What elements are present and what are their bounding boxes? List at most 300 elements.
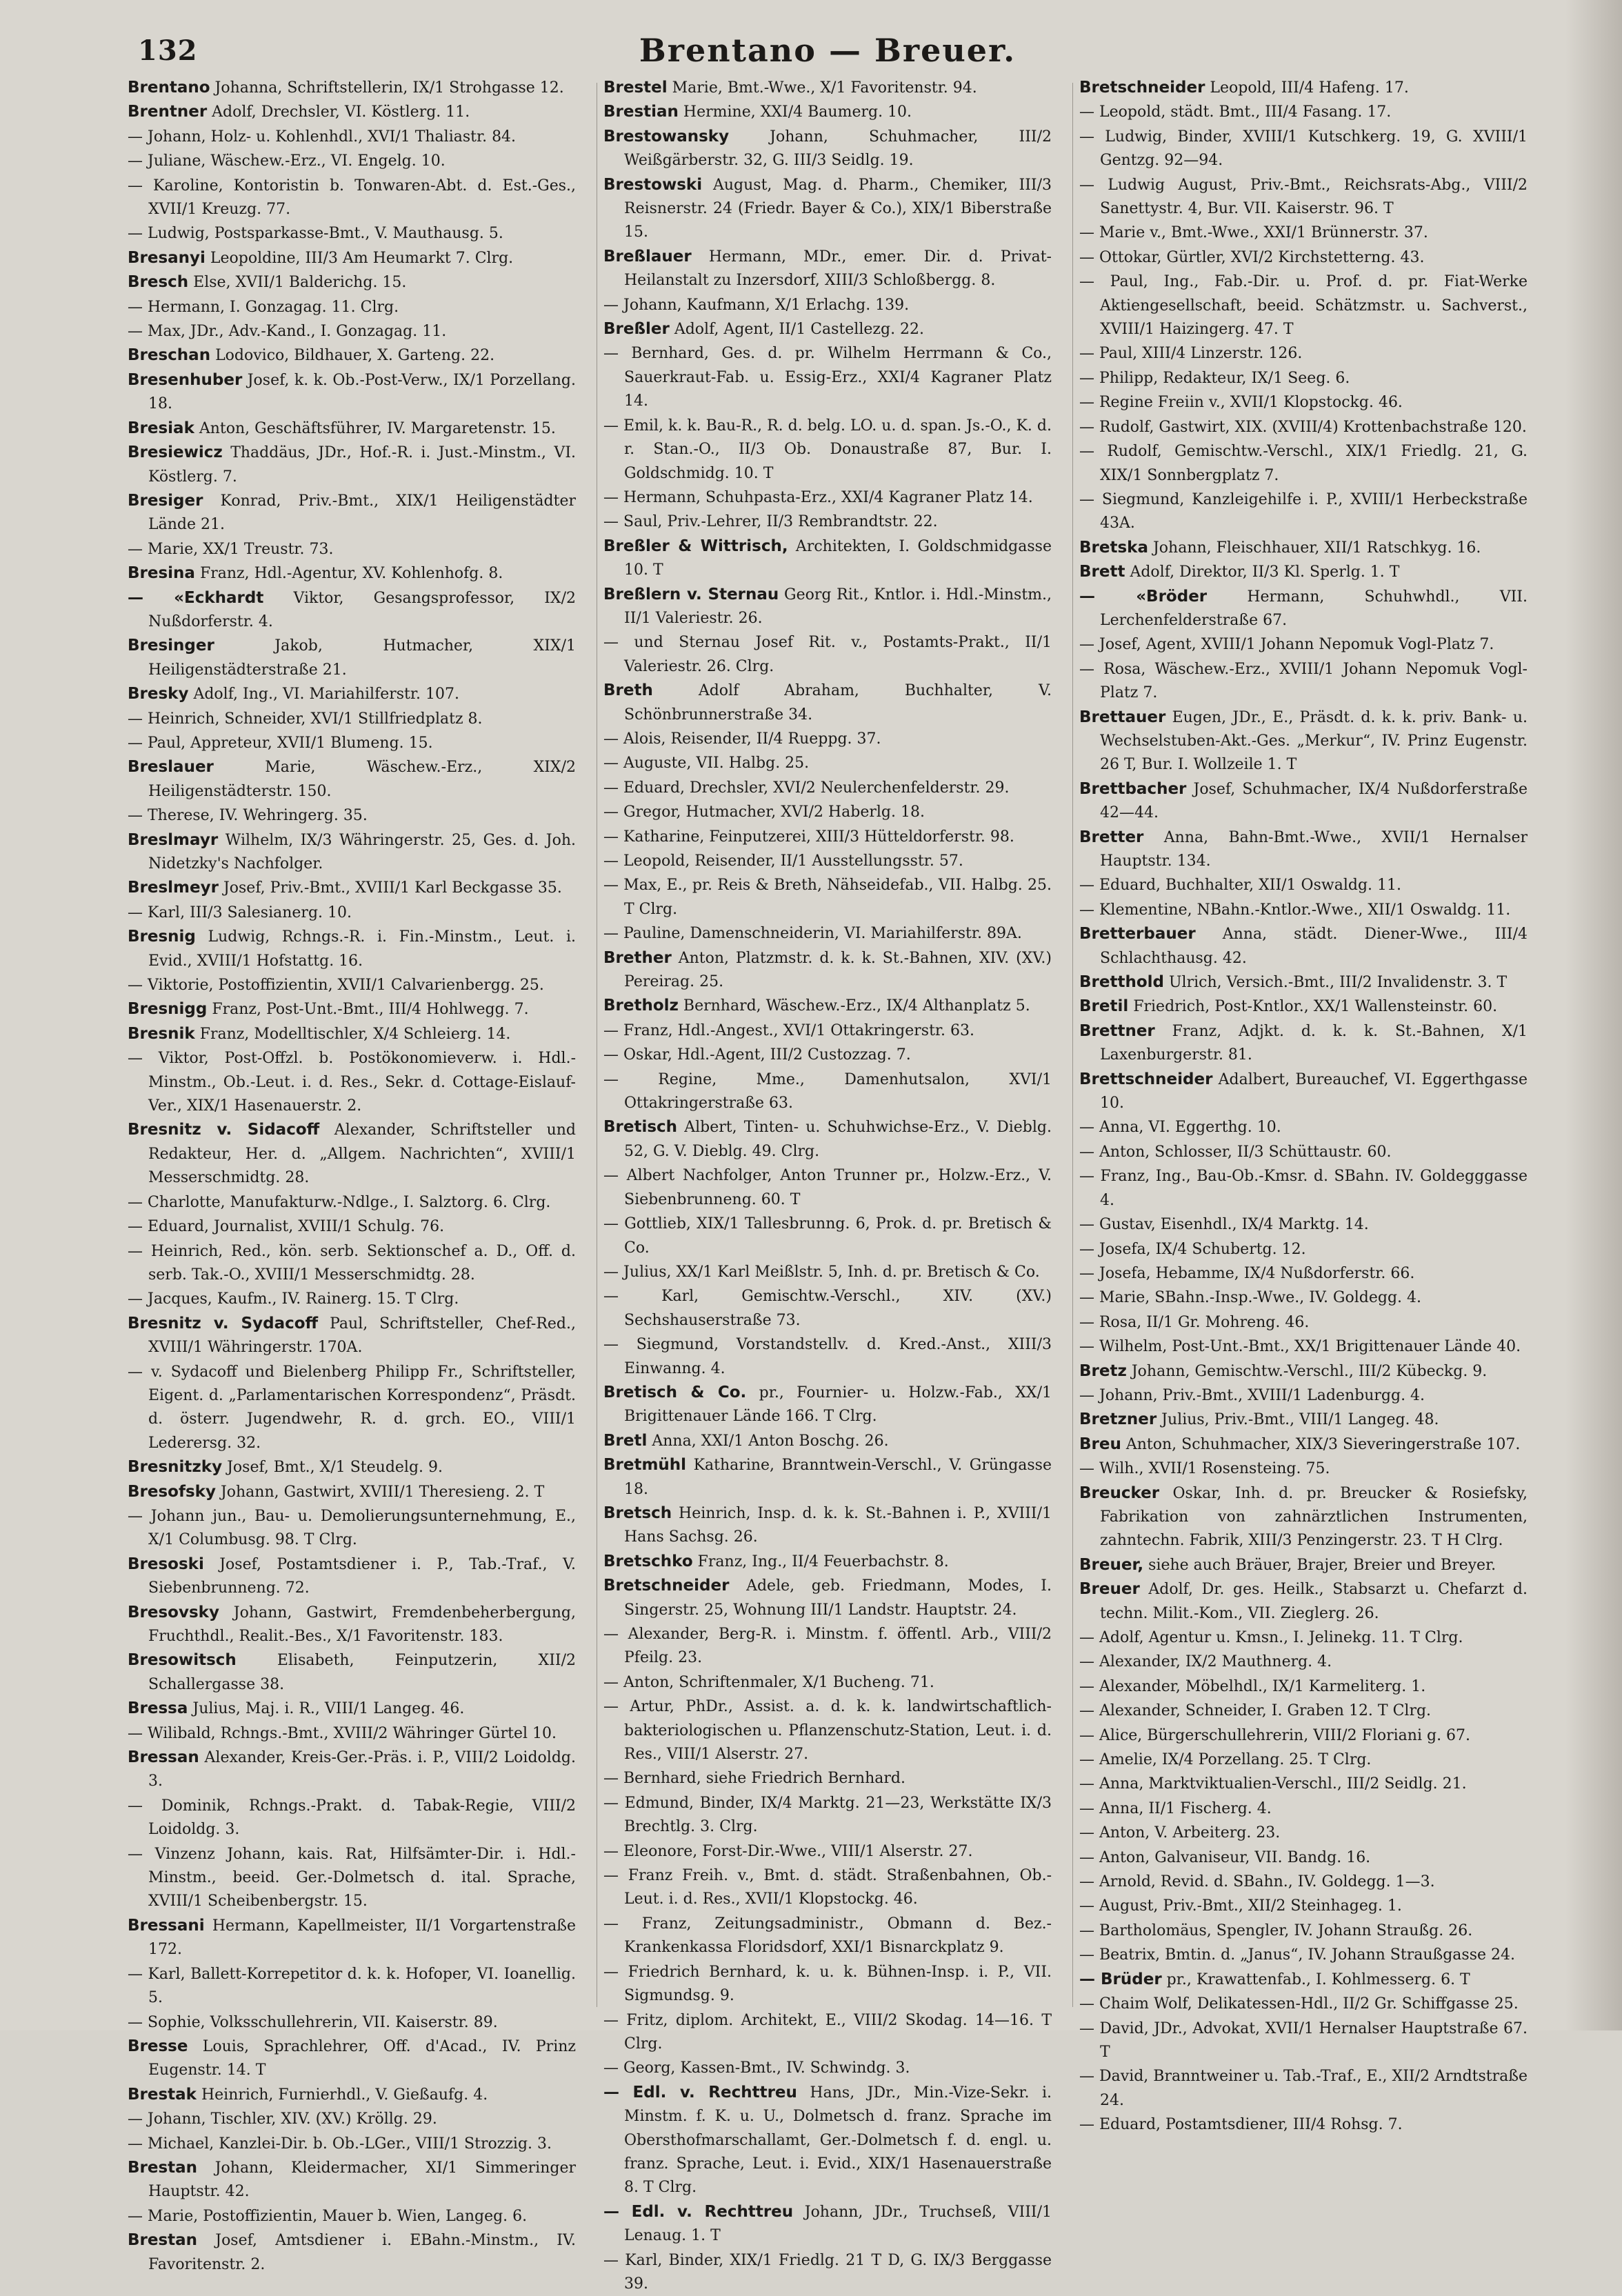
directory-entry — [1079, 415, 1528, 439]
directory-entry — [128, 1746, 576, 1794]
directory-entry — [1079, 1870, 1528, 1894]
entry-text: Franz, Adjkt. d. k. k. St.-Bahnen, X/1 Laxenburgerstr. 81. — [1100, 1022, 1528, 1064]
entry-name: Bresanyi — [128, 248, 206, 267]
directory-entry — [1079, 1894, 1528, 1918]
directory-entry — [128, 755, 576, 803]
entry-text: — Ottokar, Gürtler, XVI/2 Kirchstetterng. 43. — [1079, 248, 1425, 266]
entry-text: — Marie, SBahn.-Insp.-Wwe., IV. Goldegg. 4. — [1079, 1289, 1422, 1307]
entry-text: Josef, Postamtsdiener i. P., Tab.-Traf., V. Siebenbrunneng. 72. — [148, 1555, 576, 1597]
directory-entry — [603, 1622, 1052, 1670]
directory-entry — [1079, 1797, 1528, 1821]
entry-text: — Rosa, II/1 Gr. Mohreng. 46. — [1079, 1313, 1310, 1331]
entry-name: Breu — [1079, 1435, 1121, 1453]
directory-entry — [128, 174, 576, 222]
directory-entry — [128, 925, 576, 973]
directory-entry — [128, 1553, 576, 1601]
directory-entry — [603, 2081, 1052, 2200]
entry-text: Georg Rit., Kntlor. i. Hdl.-Minstm., II/1 Valeriestr. 26. — [624, 586, 1052, 627]
entry-name: Breßler — [603, 320, 670, 339]
entry-name: Bretisch & Co. — [603, 1383, 747, 1401]
entry-text: — Edmund, Binder, IX/4 Marktg. 21—23, Werkstätte IX/3 Brechtlg. 3. Clrg. — [603, 1794, 1052, 1836]
entry-text: — Karl, Binder, XIX/1 Friedlg. 21 T D, G. IX/3 Berggasse 39. — [603, 2251, 1052, 2293]
entry-text: — Eduard, Postamtsdiener, III/4 Rohsg. 7. — [1079, 2116, 1403, 2134]
entry-text: — Fritz, diplom. Architekt, E., VIII/2 Skodag. 14—16. T Clrg. — [603, 2011, 1052, 2053]
entry-text: — Josef, Agent, XVIII/1 Johann Nepomuk Vogl-Platz 7. — [1079, 636, 1494, 654]
entry-text: Johann, Kleidermacher, XI/1 Simmeringer Hauptstr. 42. — [148, 2159, 576, 2201]
entry-text: — Heinrich, Red., kön. serb. Sektionschef a. D., Off. d. serb. Tak.-O., XVIII/1 Messerschmidtg. 28. — [128, 1242, 576, 1284]
entry-text: — Emil, k. k. Bau-R., R. d. belg. LO. u. d. span. Js.-O., K. d. r. Stan.-O., II/3 Ob. Donaustraße 87, Bur. I. Goldschmidg. 10. T — [603, 417, 1052, 482]
directory-entry — [128, 1312, 576, 1360]
entry-name: Bresnig — [128, 928, 196, 946]
entry-text: — Ludwig, Postsparkasse-Bmt., V. Mauthausg. 5. — [128, 225, 503, 243]
entry-name: Bressa — [128, 1699, 188, 1718]
entry-text: Josef, Amtsdiener i. EBahn.-Minstm., IV. Favoritenstr. 2. — [148, 2232, 576, 2273]
entry-text: — Bernhard, siehe Friedrich Bernhard. — [603, 1770, 905, 1788]
directory-entry — [1079, 1457, 1528, 1481]
entry-text: — Wilhelm, Post-Unt.-Bmt., XX/1 Brigittenauer Lände 40. — [1079, 1338, 1521, 1356]
entry-text: — Alexander, Möbelhdl., IX/1 Karmeliterg. 1. — [1079, 1677, 1426, 1695]
directory-entry — [128, 2228, 576, 2277]
entry-text: — Franz, Zeitungsadministr., Obmann d. Bez.-Krankenkassa Floridsdorf, XXI/1 Bisnarckplatz 9. — [603, 1915, 1052, 1957]
directory-entry — [603, 1453, 1052, 1501]
directory-entry — [1079, 1212, 1528, 1237]
entry-name: Bresofsky — [128, 1482, 216, 1501]
directory-entry — [128, 1914, 576, 1962]
entry-name: Bresinger — [128, 637, 214, 655]
entry-name: Bresnitz v. Sydacoff — [128, 1314, 319, 1332]
entry-text: — Alois, Reisender, II/4 Rueppg. 37. — [603, 730, 881, 748]
entry-text: — Leopold, städt. Bmt., III/4 Fasang. 17. — [1079, 103, 1392, 121]
entry-name: Brettbacher — [1079, 779, 1187, 798]
entry-text: pr., Krawattenfab., I. Kohlmesserg. 6. T — [1161, 1970, 1470, 1988]
entry-text: — Paul, Appreteur, XVII/1 Blumeng. 15. — [128, 734, 433, 752]
entry-text: Alexander, Schriftsteller und Redakteur, Her. d. „Allgem. Nachrichten“, XVIII/1 Messerschmidtg. 28. — [148, 1121, 576, 1187]
directory-entry — [128, 295, 576, 319]
directory-entry — [1079, 1626, 1528, 1650]
directory-entry — [603, 776, 1052, 800]
directory-entry — [1079, 1286, 1528, 1310]
entry-text: Franz, Hdl.-Agentur, XV. Kohlenhofg. 8. — [194, 565, 503, 583]
directory-entry — [128, 1721, 576, 1746]
directory-entry — [1079, 1140, 1528, 1164]
directory-entry — [128, 2010, 576, 2035]
directory-entry — [1079, 366, 1528, 390]
directory-entry — [603, 2056, 1052, 2080]
entry-text: — Pauline, Damenschneiderin, VI. Mariahilferstr. 89A. — [603, 925, 1022, 943]
directory-entry — [128, 1190, 576, 1215]
entry-text: Marie, Bmt.-Wwe., X/1 Favoritenstr. 94. — [667, 79, 977, 97]
entry-text: — Paul, XIII/4 Linzerstr. 126. — [1079, 345, 1303, 363]
directory-entry — [603, 1212, 1052, 1260]
directory-entry — [128, 1287, 576, 1311]
entry-name: Bresenhuber — [128, 370, 243, 389]
entry-text: Heinrich, Insp. d. k. k. St.-Bahnen i. P., XVIII/1 Hans Sachsg. 26. — [624, 1504, 1052, 1546]
entry-text: Johann, Gemischtw.-Verschl., III/2 Kübeckg. 9. — [1126, 1362, 1488, 1380]
directory-entry — [1079, 560, 1528, 584]
entry-name: Bretschneider — [603, 1577, 730, 1595]
directory-entry — [603, 727, 1052, 751]
entry-name: Bretsch — [603, 1504, 672, 1522]
directory-entry — [128, 997, 576, 1021]
directory-entry — [128, 803, 576, 828]
entry-text: — Beatrix, Bmtin. d. „Janus“, IV. Johann Straußgasse 24. — [1079, 1946, 1515, 1964]
entry-text: — Arnold, Revid. d. SBahn., IV. Goldegg. 1—3. — [1079, 1873, 1435, 1891]
directory-entry — [128, 2107, 576, 2131]
directory-entry — [1079, 173, 1528, 221]
directory-entry — [128, 876, 576, 900]
directory-entry — [603, 1912, 1052, 1960]
entry-text: Anton, Platzmstr. d. k. k. St.-Bahnen, XIV. (XV.) Pereirag. 25. — [624, 949, 1052, 991]
entry-text: — Gottlieb, XIX/1 Tallesbrunng. 6, Prok. d. pr. Bretisch & Co. — [603, 1215, 1052, 1257]
directory-entry — [1079, 1359, 1528, 1384]
directory-entry — [1079, 1384, 1528, 1408]
entry-text: — Marie, XX/1 Treustr. 73. — [128, 540, 334, 558]
entry-text: Adolf, Dr. ges. Heilk., Stabsarzt u. Chefarzt d. techn. Milit.-Kom., VII. Zieglerg. 26. — [1100, 1581, 1528, 1622]
entry-name: Brestowski — [603, 175, 703, 194]
entry-text: — Philipp, Redakteur, IX/1 Seeg. 6. — [1079, 369, 1350, 387]
entry-text: — Karl, III/3 Salesianerg. 10. — [128, 904, 352, 921]
entry-text: — Saul, Priv.-Lehrer, II/3 Rembrandtstr. 22. — [603, 513, 938, 531]
directory-entry — [1079, 706, 1528, 777]
directory-entry — [128, 1022, 576, 1046]
entry-text: Hermine, XXI/4 Baumerg. 10. — [678, 103, 912, 121]
entry-text: Adolf, Ing., VI. Mariahilferstr. 107. — [188, 686, 459, 703]
entry-text: — Eleonore, Forst-Dir.-Wwe., VIII/1 Alserstr. 27. — [603, 1842, 973, 1860]
entry-name: Brentner — [128, 103, 208, 121]
directory-entry — [1079, 2064, 1528, 2113]
entry-text: — Josefa, IX/4 Schubertg. 12. — [1079, 1240, 1306, 1258]
directory-entry — [1079, 1748, 1528, 1772]
entry-text: Franz, Modelltischler, X/4 Schleierg. 14. — [194, 1025, 511, 1043]
entry-text: — Anna, II/1 Fischerg. 4. — [1079, 1799, 1272, 1817]
entry-text: — Regine, Mme., Damenhutsalon, XVI/1 Ottakringerstraße 63. — [603, 1070, 1052, 1112]
entry-text: Albert, Tinten- u. Schuhwichse-Erz., V. Dieblg. 52, G. V. Dieblg. 49. Clrg. — [624, 1119, 1052, 1160]
entry-text: — v. Sydacoff und Bielenberg Philipp Fr., Schriftsteller, Eigent. d. „Parlamentarischen Korrespondenz“, Präsdt. d. österr. Jugendwehr, R. d. grch. EO., VIII/1 Lederersg. 32. — [128, 1363, 576, 1452]
directory-entry — [1079, 536, 1528, 560]
entry-name: Bretil — [1079, 997, 1129, 1016]
directory-entry — [128, 246, 576, 270]
directory-entry — [1079, 1821, 1528, 1845]
directory-entry — [1079, 1261, 1528, 1286]
directory-entry — [128, 537, 576, 561]
directory-entry — [603, 1550, 1052, 1574]
directory-entry — [603, 1332, 1052, 1381]
directory-entry — [128, 707, 576, 731]
entry-name: Brestak — [128, 2085, 197, 2104]
entry-text: — und Sternau Josef Rit. v., Postamts-Prakt., II/1 Valeriestr. 26. Clrg. — [603, 634, 1052, 675]
directory-entry — [603, 1043, 1052, 1067]
entry-text: — Oskar, Hdl.-Agent, III/2 Custozzag. 7. — [603, 1046, 911, 1064]
entry-name: Bresnik — [128, 1024, 195, 1043]
entry-text: — Franz, Hdl.-Angest., XVI/1 Ottakringerstr. 63. — [603, 1021, 974, 1039]
directory-entry — [603, 414, 1052, 486]
entry-text: Johann, JDr., Truchseß, VIII/1 Lenaug. 1. T — [624, 2203, 1052, 2245]
entry-text: Adalbert, Bureauchef, VI. Eggerthgasse 10. — [1100, 1070, 1528, 1112]
directory-entry — [603, 1864, 1052, 1912]
running-head: Brentano — Breuer. — [639, 32, 1017, 69]
entry-text: Elisabeth, Feinputzerin, XII/2 Schallergasse 38. — [148, 1652, 576, 1693]
entry-text: Katharine, Branntwein-Verschl., V. Grüngasse 18. — [624, 1457, 1052, 1498]
entry-text: — Siegmund, Vorstandstellv. d. Kred.-Anst., XIII/3 Einwanng. 4. — [603, 1336, 1052, 1377]
entry-text: Oskar, Inh. d. pr. Breucker & Rosiefsky, Fabrikation von zahnärztlichen Instrumenten, zahntechn. Fabrik, XIII/3 Penzingerstr. 23. T H Clrg. — [1100, 1484, 1528, 1550]
directory-entry — [1079, 922, 1528, 970]
directory-entry — [128, 417, 576, 441]
directory-entry — [128, 2156, 576, 2204]
directory-entry — [1079, 1432, 1528, 1457]
entry-name: Bretter — [1079, 828, 1144, 846]
directory-entry — [603, 317, 1052, 341]
entry-text: — Franz, Ing., Bau-Ob.-Kmsr. d. SBahn. IV. Goldegggasse 4. — [1079, 1168, 1528, 1209]
directory-entry — [603, 1766, 1052, 1790]
entry-name: Bretl — [603, 1431, 648, 1450]
entry-text: Hans, JDr., Min.-Vize-Sekr. i. Minstm. f. K. u. U., Dolmetsch d. franz. Sprache im Obersthofmarschallamt, Ger.-Dolmetsch f. d. engl. u. franz. Sprache, Leut. i. Evid., XIX/1 Hasenauerstraße 8. T Clrg. — [624, 2084, 1052, 2197]
directory-entry — [128, 76, 576, 100]
directory-entry — [1079, 125, 1528, 173]
entry-text: — Bernhard, Ges. d. pr. Wilhelm Herrmann & Co., Sauerkraut-Fab. u. Essig-Erz., XXI/4 Kagraner Platz 14. — [603, 345, 1052, 410]
entry-text: Anton, Geschäftsführer, IV. Margaretenstr. 15. — [194, 419, 556, 437]
entry-text: Bernhard, Wäschew.-Erz., IX/4 Althanplatz 5. — [678, 997, 1030, 1015]
directory-entry — [1079, 270, 1528, 341]
entry-text: Josef, k. k. Ob.-Post-Verw., IX/1 Porzellang. 18. — [148, 371, 576, 413]
entry-text: — Katharine, Feinputzerei, XIII/3 Hütteldorferstr. 98. — [603, 828, 1014, 846]
directory-entry — [603, 1381, 1052, 1429]
directory-entry — [603, 921, 1052, 946]
entry-name: Brettner — [1079, 1021, 1155, 1040]
entry-text: — Adolf, Agentur u. Kmsn., I. Jelinekg. 11. T Clrg. — [1079, 1629, 1463, 1646]
directory-entry — [1079, 1115, 1528, 1139]
entry-text: — Auguste, VII. Halbg. 25. — [603, 755, 810, 772]
entry-text: Else, XVII/1 Balderichg. 15. — [188, 274, 407, 292]
entry-text: Leopold, III/4 Hafeng. 17. — [1205, 79, 1409, 97]
entry-text: Hermann, Schuhwhdl., VII. Lerchenfelderstraße 67. — [1100, 588, 1528, 629]
entry-text: Friedrich, Post-Kntlor., XX/1 Wallensteinstr. 60. — [1128, 998, 1498, 1016]
entry-text: Marie, Wäschew.-Erz., XIX/2 Heiligenstädterstr. 150. — [148, 759, 576, 800]
entry-name: Bretthold — [1079, 973, 1164, 992]
directory-entry — [1079, 995, 1528, 1019]
directory-entry — [128, 441, 576, 489]
directory-entry — [128, 343, 576, 368]
entry-text: Adolf, Agent, II/1 Castellezg. 22. — [669, 321, 925, 339]
entry-text: — Juliane, Wäschew.-Erz., VI. Engelg. 10. — [128, 152, 445, 170]
directory-entry — [128, 1046, 576, 1118]
directory-entry — [1079, 970, 1528, 995]
directory-entry — [603, 510, 1052, 534]
directory-entry — [603, 1574, 1052, 1622]
entry-text: — Dominik, Rchngs.-Prakt. d. Tabak-Regie, VIII/2 Loidoldg. 3. — [128, 1797, 576, 1839]
directory-entry — [603, 535, 1052, 583]
directory-entry — [128, 1648, 576, 1697]
directory-entry — [1079, 873, 1528, 897]
page-header — [138, 29, 1517, 77]
entry-text: Anna, städt. Diener-Wwe., III/4 Schlachthausg. 42. — [1100, 926, 1528, 967]
entry-text: — Max, E., pr. Reis & Breth, Nähseidefab., VII. Halbg. 25. T Clrg. — [603, 877, 1052, 918]
directory-entry — [1079, 1553, 1528, 1577]
directory-entry — [603, 825, 1052, 849]
column-divider — [1072, 83, 1073, 2007]
directory-entry — [1079, 1408, 1528, 1432]
directory-entry — [128, 2035, 576, 2083]
entry-text: — Heinrich, Schneider, XVI/1 Stillfriedplatz 8. — [128, 710, 483, 728]
directory-entry — [603, 245, 1052, 293]
entry-text: — Klementine, NBahn.-Kntlor.-Wwe., XII/1 Oswaldg. 11. — [1079, 901, 1511, 919]
entry-name: Brestan — [128, 2158, 198, 2177]
directory-entry — [603, 100, 1052, 124]
directory-entry — [1079, 76, 1528, 100]
entry-text: — Siegmund, Kanzleigehilfe i. P., XVIII/1 Herbeckstraße 43A. — [1079, 490, 1528, 532]
entry-name: Bresky — [128, 685, 189, 703]
entry-text: — Johann, Holz- u. Kohlenhdl., XVI/1 Thaliastr. 84. — [128, 128, 517, 146]
entry-text: — Rudolf, Gemischtw.-Verschl., XIX/1 Friedlg. 21, G. XIX/1 Sonnbergplatz 7. — [1079, 443, 1528, 484]
entry-text: — Viktorie, Postoffizientin, XVII/1 Calvarienbergg. 25. — [128, 977, 544, 995]
entry-name: Breucker — [1079, 1484, 1160, 1502]
directory-entry — [1079, 488, 1528, 536]
entry-text: — Vinzenz Johann, kais. Rat, Hilfsämter-Dir. i. Hdl.-Minstm., beeid. Ger.-Dolmetsch d. ital. Sprache, XVIII/1 Scheibenbergstr. 15. — [128, 1845, 576, 1910]
entry-text: — Hermann, Schuhpasta-Erz., XXI/4 Kagraner Platz 14. — [603, 488, 1033, 506]
entry-text: — Karoline, Kontoristin b. Tonwaren-Abt. d. Est.-Ges., XVII/1 Kreuzg. 77. — [128, 177, 576, 219]
entry-text: Viktor, Gesangsprofessor, IX/2 Nußdorferstr. 4. — [148, 589, 576, 630]
entry-text: Johann, Gastwirt, Fremdenbeherbergung, Fruchthdl., Realit.-Bes., X/1 Favoritenstr. 183. — [148, 1604, 576, 1645]
entry-text: — Alexander, Berg-R. i. Minstm. f. öffentl. Arb., VIII/2 Pfeilg. 23. — [603, 1626, 1052, 1667]
entry-text: Johanna, Schriftstellerin, IX/1 Strohgasse 12. — [210, 79, 564, 97]
entry-name: Bresnitz v. Sidacoff — [128, 1121, 320, 1139]
entry-name: Bretisch — [603, 1118, 678, 1137]
entry-text: — August, Priv.-Bmt., XII/2 Steinhageg. 1. — [1079, 1897, 1402, 1915]
entry-text: — Chaim Wolf, Delikatessen-Hdl., II/2 Gr. Schiffgasse 25. — [1079, 1995, 1519, 2013]
entry-text: — Rosa, Wäschew.-Erz., XVIII/1 Johann Nepomuk Vogl-Platz 7. — [1079, 660, 1528, 702]
directory-entry — [128, 2083, 576, 2107]
directory-entry — [128, 2132, 576, 2156]
entry-text: August, Mag. d. Pharm., Chemiker, III/3 Reisnerstr. 24 (Friedr. Bayer & Co.), XIX/1 Biberstraße 15. — [624, 176, 1052, 241]
directory-entry — [1079, 1164, 1528, 1212]
entry-text: — Franz Freih. v., Bmt. d. städt. Straßenbahnen, Ob.-Leut. i. d. Res., XVII/1 Klopstockg. 46. — [603, 1867, 1052, 1908]
entry-text: Johann, Fleischhauer, XII/1 Ratschkyg. 16. — [1148, 539, 1481, 557]
directory-entry — [603, 486, 1052, 510]
entry-text: — Anna, Marktviktualien-Verschl., III/2 Seidlg. 21. — [1079, 1775, 1467, 1793]
directory-entry — [128, 1962, 576, 2010]
entry-text: — Marie v., Bmt.-Wwe., XXI/1 Brünnerstr. 37. — [1079, 224, 1428, 242]
entry-name: Brestowansky — [603, 127, 730, 146]
entry-text: Franz, Ing., II/4 Feuerbachstr. 8. — [692, 1553, 949, 1570]
entry-text: — Gregor, Hutmacher, XVI/2 Haberlg. 18. — [603, 803, 925, 821]
entry-name: Breßlern v. Sternau — [603, 585, 779, 603]
entry-text: — Alexander, IX/2 Mauthnerg. 4. — [1079, 1653, 1332, 1671]
directory-entry — [603, 994, 1052, 1018]
entry-text: — Georg, Kassen-Bmt., IV. Schwindg. 3. — [603, 2059, 910, 2077]
directory-entry — [1079, 1675, 1528, 1699]
directory-entry — [1079, 1310, 1528, 1335]
entry-text: — David, JDr., Advokat, XVII/1 Hernalser Hauptstraße 67. T — [1079, 2019, 1528, 2061]
entry-text: Leopoldine, III/3 Am Heumarkt 7. Clrg. — [205, 249, 514, 267]
directory-entry — [128, 1697, 576, 1721]
entry-name: Bressani — [128, 1916, 205, 1935]
directory-entry — [603, 125, 1052, 173]
entry-text: Paul, Schriftsteller, Chef-Red., XVIII/1 Währingerstr. 170A. — [148, 1315, 577, 1357]
directory-entry — [128, 125, 576, 149]
entry-name: Breuer — [1079, 1580, 1140, 1599]
directory-entry — [128, 1118, 576, 1190]
entry-text: Anna, XXI/1 Anton Boschg. 26. — [647, 1432, 889, 1450]
entry-name: Brestel — [603, 79, 668, 97]
entry-text: Architekten, I. Goldschmidgasse 10. T — [624, 537, 1052, 579]
entry-text: Adolf, Direktor, II/3 Kl. Sperlg. 1. T — [1125, 563, 1400, 581]
directory-entry — [1079, 777, 1528, 826]
entry-text: Julius, Priv.-Bmt., VIII/1 Langeg. 48. — [1157, 1411, 1439, 1429]
entry-text: Konrad, Priv.-Bmt., XIX/1 Heiligenstädter Lände 21. — [148, 492, 576, 534]
column-1 — [128, 76, 577, 2273]
entry-name: — Brüder — [1079, 1970, 1162, 1988]
entry-text: — Johann, Priv.-Bmt., XVIII/1 Ladenburgg. 4. — [1079, 1386, 1425, 1404]
directory-entry — [1079, 657, 1528, 706]
entry-text: — Josefa, Hebamme, IX/4 Nußdorferstr. 66. — [1079, 1264, 1415, 1282]
directory-entry — [1079, 826, 1528, 874]
entry-text: — Johann, Kaufmann, X/1 Erlachg. 139. — [603, 296, 910, 314]
entry-name: Breßler & Wittrisch, — [603, 537, 788, 555]
entry-text: Julius, Maj. i. R., VIII/1 Langeg. 46. — [188, 1700, 465, 1718]
directory-entry — [1079, 246, 1528, 270]
directory-entry — [603, 1695, 1052, 1766]
directory-entry — [603, 1429, 1052, 1453]
entry-name: Brettauer — [1079, 708, 1166, 726]
directory-entry — [1079, 898, 1528, 922]
directory-entry — [128, 368, 576, 417]
entry-text: — Wilibald, Rchngs.-Bmt., XVIII/2 Währinger Gürtel 10. — [128, 1724, 557, 1742]
entry-text: Josef, Bmt., X/1 Steudelg. 9. — [222, 1459, 443, 1477]
directory-entry — [603, 583, 1052, 631]
entry-name: Bretmühl — [603, 1456, 687, 1475]
entry-text: Adele, geb. Friedmann, Modes, I. Singerstr. 25, Wohnung III/1 Landstr. Hauptstr. 24. — [624, 1577, 1052, 1619]
entry-text: — Julius, XX/1 Karl Meißlstr. 5, Inh. d. pr. Bretisch & Co. — [603, 1263, 1040, 1281]
entry-text: Josef, Priv.-Bmt., XVIII/1 Karl Beckgasse 35. — [218, 879, 562, 897]
entry-text: — Karl, Ballett-Korrepetitor d. k. k. Hofoper, VI. Ioanellig. 5. — [128, 1965, 576, 2007]
directory-entry — [128, 973, 576, 997]
directory-entry — [1079, 585, 1528, 633]
entry-name: Bretholz — [603, 997, 679, 1015]
entry-name: Bresse — [128, 2037, 188, 2055]
entry-text: — Ludwig August, Priv.-Bmt., Reichsrats-Abg., VIII/2 Sanettystr. 4, Bur. VII. Kaiserstr. 96. T — [1079, 176, 1528, 218]
entry-text: — Paul, Ing., Fab.-Dir. u. Prof. d. pr. Fiat-Werke Aktiengesellschaft, beeid. Schätzmstr. u. Sachverst., XVIII/1 Haizingerg. 47. T — [1079, 273, 1528, 339]
directory-entry — [128, 149, 576, 173]
entry-text: Eugen, JDr., E., Präsdt. d. k. k. priv. Bank- u. Wechselstuben-Akt.-Ges. „Merkur“, IV. Prinz Eugenstr. 26 T, Bur. I. Wollzeile 1. T — [1100, 708, 1528, 774]
entry-text: Ulrich, Versich.-Bmt., III/2 Invalidenstr. 3. T — [1164, 974, 1508, 992]
directory-entry — [1079, 1335, 1528, 1359]
directory-entry — [1079, 2113, 1528, 2137]
directory-entry — [603, 2008, 1052, 2057]
entry-name: Brettschneider — [1079, 1070, 1213, 1088]
entry-text: — Johann jun., Bau- u. Demolierungsunternehmung, E., X/1 Columbusg. 98. T Clrg. — [128, 1507, 576, 1549]
entry-text: — Alice, Bürgerschullehrerin, VIII/2 Floriani g. 67. — [1079, 1726, 1471, 1744]
directory-entry — [1079, 100, 1528, 124]
entry-text: — Friedrich Bernhard, k. u. k. Bühnen-Insp. i. P., VII. Sigmundsg. 9. — [603, 1963, 1052, 2005]
entry-name: Bresoski — [128, 1555, 204, 1573]
directory-entry — [1079, 1481, 1528, 1553]
directory-entry — [603, 173, 1052, 245]
directory-entry — [1079, 221, 1528, 245]
directory-entry — [603, 1670, 1052, 1695]
entry-name: Bretzner — [1079, 1410, 1157, 1429]
directory-entry — [603, 293, 1052, 317]
directory-entry — [128, 731, 576, 755]
directory-entry — [1079, 1237, 1528, 1261]
column-3 — [1079, 76, 1528, 2134]
entry-text: — Bartholomäus, Spengler, IV. Johann Straußg. 26. — [1079, 1921, 1473, 1939]
directory-entry — [128, 1504, 576, 1553]
entry-text: Wilhelm, IX/3 Währingerstr. 25, Ges. d. Joh. Nidetzky's Nachfolger. — [148, 831, 576, 872]
entry-text: — Johann, Tischler, XIV. (XV.) Kröllg. 29. — [128, 2110, 437, 2128]
directory-entry — [603, 800, 1052, 824]
entry-name: Brentano — [128, 79, 210, 97]
directory-entry — [603, 946, 1052, 995]
entry-text: — Alexander, Schneider, I. Graben 12. T Clrg. — [1079, 1702, 1432, 1720]
